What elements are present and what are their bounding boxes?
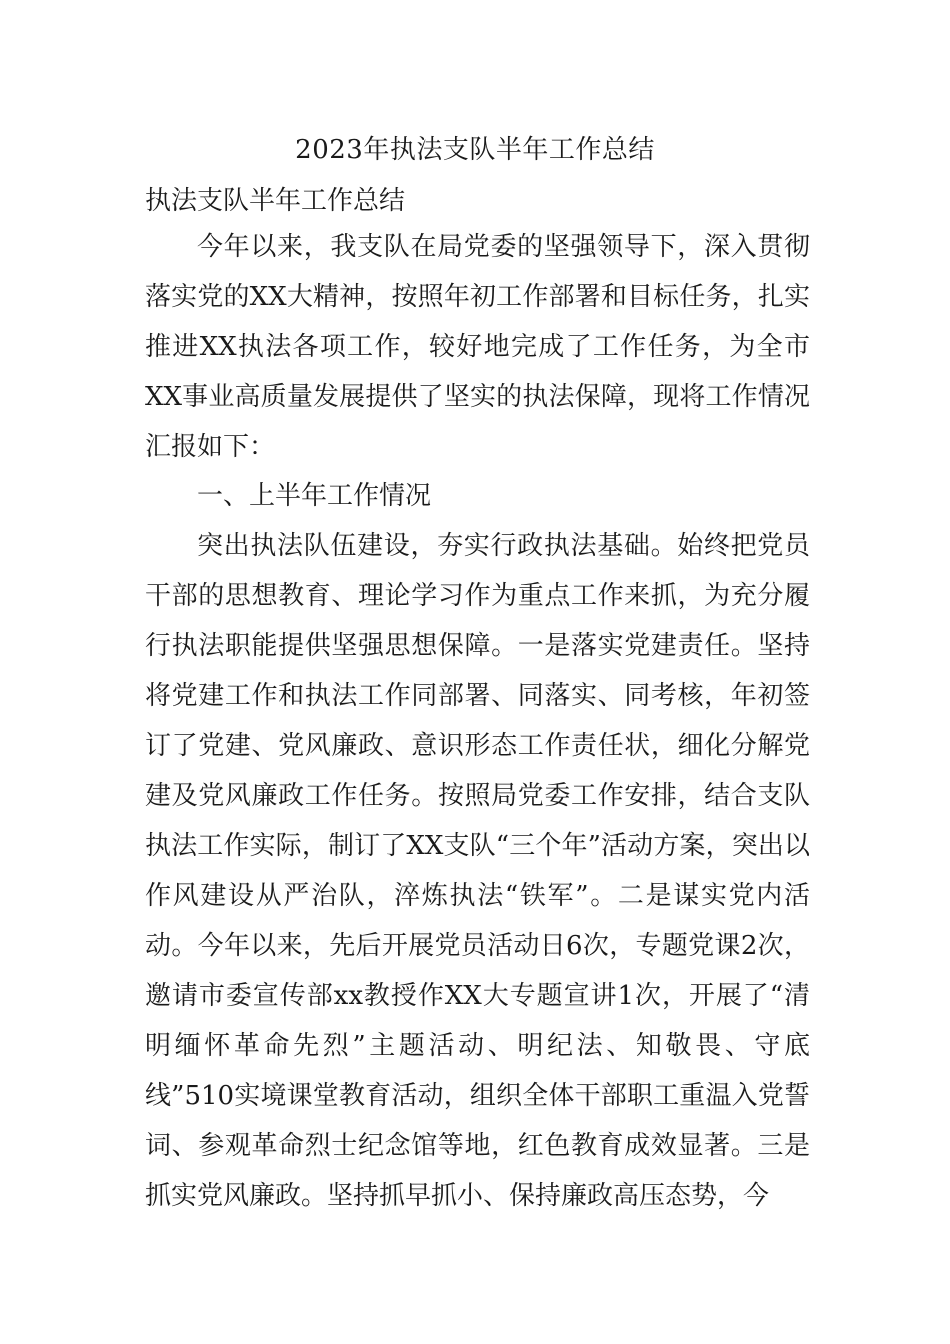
intro-paragraph: 今年以来，我支队在局党委的坚强领导下，深入贯彻落实党的XX大精神，按照年初工作部署和目标任务，扎实推进XX执法各项工作，较好地完成了工作任务，为全市XX事业高质量发展提供了坚实的执法保障，现将工作情况汇报如下： xyxy=(145,232,810,462)
section-heading: 一、上半年工作情况 xyxy=(197,481,432,511)
document-subtitle: 执法支队半年工作总结 xyxy=(145,186,406,216)
section-body-paragraph: 突出执法队伍建设，夯实行政执法基础。始终把党员干部的思想教育、理论学习作为重点工作来抓，为充分履行执法职能提供坚强思想保障。一是落实党建责任。坚持将党建工作和执法工作同部署、同落实、同考核，年初签订了党建、党风廉政、意识形态工作责任状，细化分解党建及党风廉政工作任务。按照局党委工作安排，结合支队执法工作实际，制订了XX支队“三个年”活动方案，突出以作风建设从严治队，淬炼执法“铁军”。二是谋实党内活动。今年以来，先后开展党员活动日6次，专题党课2次，邀请市委宣传部xx教授作XX大专题宣讲1次，开展了“清明缅怀革命先烈”主题活动、明纪法、知敬畏、守底线”510实境课堂教育活动，组织全体干部职工重温入党誓词、参观革命烈士纪念馆等地，红色教育成效显著。三是抓实党风廉政。坚持抓早抓小、保持廉政高压态势，今 xyxy=(145,531,810,1211)
document-title: 2023年执法支队半年工作总结 xyxy=(295,135,655,165)
